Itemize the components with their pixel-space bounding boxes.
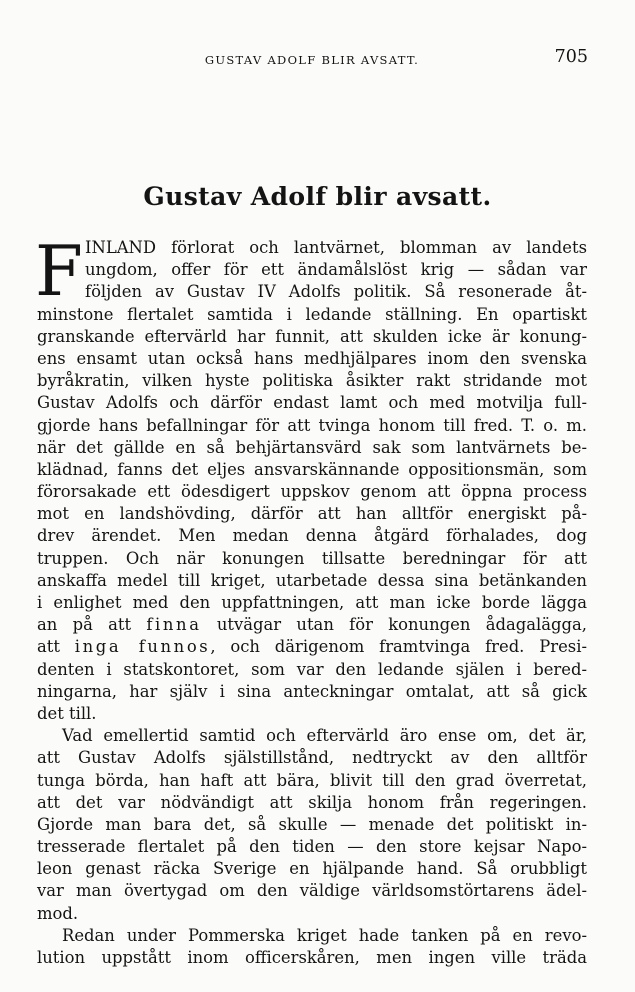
text-line: drev ärendet. Men medan denna åtgärd förhalades, dog bbox=[37, 526, 587, 546]
text-line bbox=[37, 636, 587, 658]
text-line: klädnad, fanns det eljes ansvarskännande oppositionsmän, som bbox=[37, 459, 587, 479]
text-line: ungdom, offer för ett ändamålslöst krig — sådan var bbox=[85, 260, 587, 280]
text-line: byråkratin, vilken hyste politiska åsikter rakt stridande mot bbox=[37, 371, 587, 391]
text-line: mot en landshövding, därför att han alltför energiskt på- bbox=[37, 504, 587, 524]
text-line: tresserade flertalet på den tiden — den store kejsar Napo- bbox=[37, 837, 587, 857]
text-line: att det var nödvändigt att skilja honom från regeringen. bbox=[37, 792, 587, 812]
text-line: truppen. Och när konungen tillsatte beredningar för att bbox=[37, 548, 587, 568]
text-line: denten i statskontoret, som var den ledande själen i bered- bbox=[37, 659, 587, 679]
text-segment: utvägar utan för konungen ådagalägga, bbox=[216, 615, 587, 635]
text-line: tunga börda, han haft att bära, blivit till den grad överretat, bbox=[37, 770, 587, 790]
text-segment: an på att bbox=[37, 615, 132, 635]
text-line: granskande eftervärld har funnit, att skulden icke är konung- bbox=[37, 326, 587, 346]
text-line: lution uppstått inom officerskåren, men ingen ville träda bbox=[37, 948, 587, 967]
body-text bbox=[35, 232, 587, 969]
text-line: Vad emellertid samtid och eftervärld äro ense om, det är, bbox=[62, 726, 587, 746]
text-line: följden av Gustav IV Adolfs politik. Så resonerade åt- bbox=[85, 282, 587, 302]
running-head: GUSTAV ADOLF BLIR AVSATT. bbox=[204, 53, 420, 67]
page-number: 705 bbox=[554, 47, 588, 67]
spaced-emphasis: inga funnos bbox=[74, 637, 211, 657]
text-segment: , och därigenom framtvinga fred. Presi- bbox=[210, 637, 587, 657]
text-line: i enlighet med den uppfattningen, att man icke borde lägga bbox=[37, 593, 587, 612]
text-line: minstone flertalet samtida i ledande ställning. En opartiskt bbox=[37, 304, 587, 324]
page-header bbox=[36, 47, 588, 73]
spaced-emphasis: finna bbox=[146, 615, 202, 635]
chapter-title: Gustav Adolf blir avsatt. bbox=[143, 182, 492, 211]
text-line: att Gustav Adolfs själstillstånd, nedtryckt av den alltför bbox=[37, 748, 587, 768]
text-line: när det gällde en så behjärtansvärd sak som lantvärnets be- bbox=[37, 437, 587, 457]
text-line: Redan under Pommerska kriget hade tanken på en revo- bbox=[62, 925, 587, 945]
text-line: förorsakade ett ödesdigert uppskov genom att öppna process bbox=[37, 482, 587, 502]
text-line: Gustav Adolfs och därför endast lamt och med motvilja full- bbox=[37, 393, 587, 413]
text-line: ens ensamt utan också hans medhjälpares inom den svenska bbox=[37, 348, 587, 368]
text-line: var man övertygad om den väldige världsomstörtarens ädel- bbox=[37, 881, 587, 901]
text-line: gjorde hans befallningar för att tvinga honom till fred. T. o. m. bbox=[37, 415, 587, 435]
text-line: anskaffa medel till kriget, utarbetade dessa sina betänkanden bbox=[37, 570, 587, 590]
text-segment: att bbox=[37, 637, 60, 657]
text-line: leon genast räcka Sverige en hjälpande hand. Så orubbligt bbox=[37, 859, 587, 879]
text-line: Gjorde man bara det, så skulle — menade det politiskt in- bbox=[37, 814, 587, 834]
drop-cap: F bbox=[35, 232, 83, 312]
text-line: ningarna, har själv i sina anteckningar omtalat, att så gick bbox=[37, 681, 587, 701]
text-line bbox=[37, 614, 587, 636]
text-line: det till. bbox=[37, 703, 97, 723]
text-line: mod. bbox=[37, 903, 79, 923]
text-line: INLAND förlorat och lantvärnet, blomman av landets bbox=[85, 238, 587, 257]
